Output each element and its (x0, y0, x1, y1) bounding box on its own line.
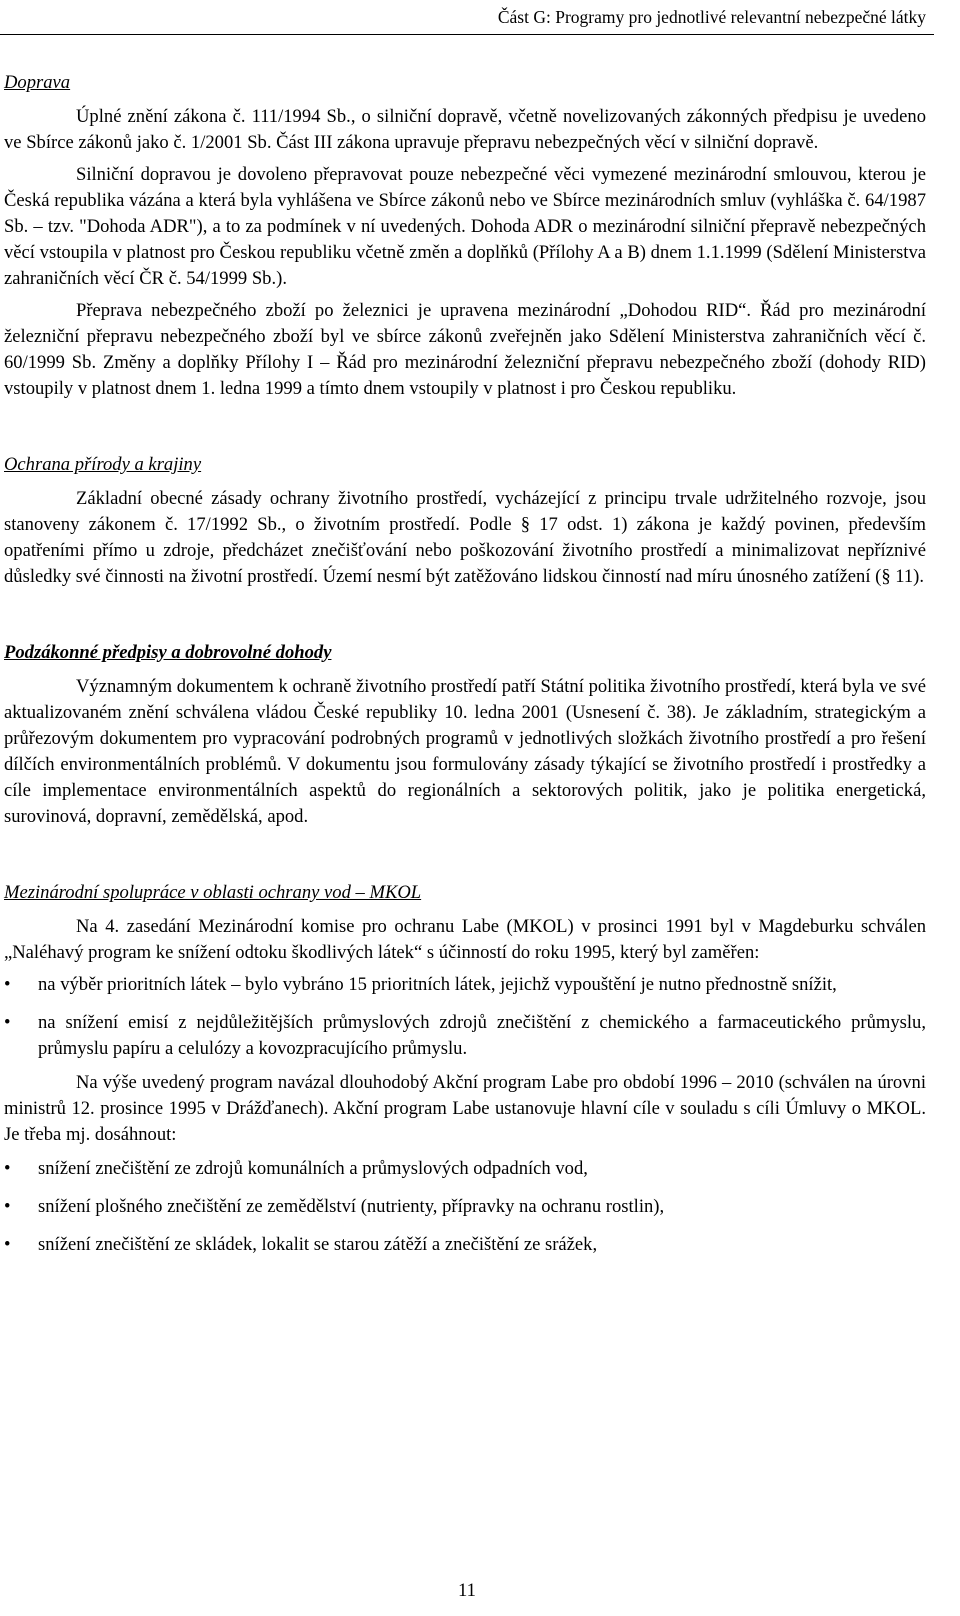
paragraph: Silniční dopravou je dovoleno přepravovat pouze nebezpečné věci vymezené mezinárodní smlouvou, kterou je Česká republika vázána a která byla vyhlášena ve Sbírce zákonů nebo ve Sbírce mezinárodních smluv (vyhláška č. 64/1987 Sb. – tzv. "Dohoda ADR"), a to za podmínek v ní uvedených. Dohoda ADR o mezinárodní silniční přepravě nebezpečných věcí vstoupila v platnost pro Českou republiku včetně změn a doplňků (Přílohy A a B) dnem 1.1.1999 (Sdělení Ministerstva zahraničních věcí ČR č. 54/1999 Sb.). (4, 164, 926, 289)
paragraph: Na výše uvedený program navázal dlouhodobý Akční program Labe pro období 1996 – 2010 (schválen na úrovni ministrů 12. prosince 1995 v Drážďanech). Akční program Labe ustanovuje hlavní cíle v souladu s cíli Úmluvy o MKOL. Je třeba mj. dosáhnout: (4, 1072, 926, 1145)
list-item: • na snížení emisí z nejdůležitějších průmyslových zdrojů znečištění z chemického a farmaceutického průmyslu, průmyslu papíru a celulózy a kovozpracujícího průmyslu. (4, 1012, 926, 1059)
bullet-icon: • (4, 1158, 11, 1179)
list-item: • snížení znečištění ze skládek, lokalit se starou zátěží a znečištění ze srážek, (4, 1232, 926, 1258)
page-number: 11 (458, 1580, 476, 1601)
paragraph: Úplné znění zákona č. 111/1994 Sb., o silniční dopravě, včetně novelizovaných zákonných předpisu je uvedeno ve Sbírce zákonů jako č. 1/2001 Sb. Část III zákona upravuje přepravu nebezpečných věcí v silniční dopravě. (4, 106, 926, 153)
paragraph: Významným dokumentem k ochraně životního prostředí patří Státní politika životního prostředí, která byla ve své aktualizovaném znění schválena vládou České republiky 10. ledna 2001 (Usnesení č. 38). Je základním, strategickým a průřezovým dokumentem pro vypracování podrobných programů v jednotlivých složkách životního prostředí a pro řešení dílčích environmentálních problémů. V dokumentu jsou formulovány zásady týkající se životního prostředí i prostředky a cíle implementace environmentálních aspektů do regionálních a sektorových politik, jako je politika energetická, surovinová, dopravní, zemědělská, apod. (4, 676, 926, 827)
section-heading-ochrana: Ochrana přírody a krajiny (4, 454, 202, 475)
document-body (4, 70, 926, 1258)
paragraph: Na 4. zasedání Mezinárodní komise pro ochranu Labe (MKOL) v prosinci 1991 byl v Magdeburku schválen „Naléhavý program ke snížení odtoku škodlivých látek“ s účinností do roku 1995, který byl zaměřen: (4, 916, 926, 963)
bullet-icon: • (4, 1196, 11, 1217)
bullet-icon: • (4, 974, 11, 995)
list-item: • snížení plošného znečištění ze zemědělství (nutrienty, přípravky na ochranu rostlin), (4, 1194, 926, 1220)
section-heading-podzakonne: Podzákonné předpisy a dobrovolné dohody (4, 642, 332, 663)
list-item: • snížení znečištění ze zdrojů komunálních a průmyslových odpadních vod, (4, 1156, 926, 1182)
paragraph: Přeprava nebezpečného zboží po železnici je upravena mezinárodní „Dohodou RID“. Řád pro mezinárodní železniční přepravu nebezpečného zboží byl ve sbírce zákonů zveřejněn jako Sdělení Ministerstva zahraničních věcí č. 60/1999 Sb. Změny a doplňky Přílohy I – Řád pro mezinárodní železniční přepravu nebezpečného zboží (dohody RID) vstoupily v platnost dnem 1. ledna 1999 a tímto dnem vstoupily v platnost i pro Českou republiku. (4, 300, 926, 399)
bullet-icon: • (4, 1234, 11, 1255)
bullet-list (4, 972, 926, 1062)
list-item: • na výběr prioritních látek – bylo vybráno 15 prioritních látek, jejichž vypouštění je nutno přednostně snížit, (4, 972, 926, 998)
paragraph: Základní obecné zásady ochrany životního prostředí, vycházející z principu trvale udržitelného rozvoje, jsou stanoveny zákonem č. 17/1992 Sb., o životním prostředí. Podle § 17 odst. 1) zákona je každý povinen, především opatřeními přímo u zdroje, předcházet znečišťování nebo poškozování životního prostředí a minimalizovat nepříznivé důsledky své činnosti na životní prostředí. Území nesmí být zatěžováno lidskou činností nad míru únosného zatížení (§ 11). (4, 488, 926, 587)
running-header: Část G: Programy pro jednotlivé relevantní nebezpečné látky (497, 7, 926, 27)
section-heading-mkol: Mezinárodní spolupráce v oblasti ochrany vod – MKOL (4, 882, 422, 903)
bullet-icon: • (4, 1012, 11, 1033)
section-heading-doprava: Doprava (4, 72, 71, 93)
header-rule (0, 34, 934, 35)
bullet-list (4, 1156, 926, 1258)
